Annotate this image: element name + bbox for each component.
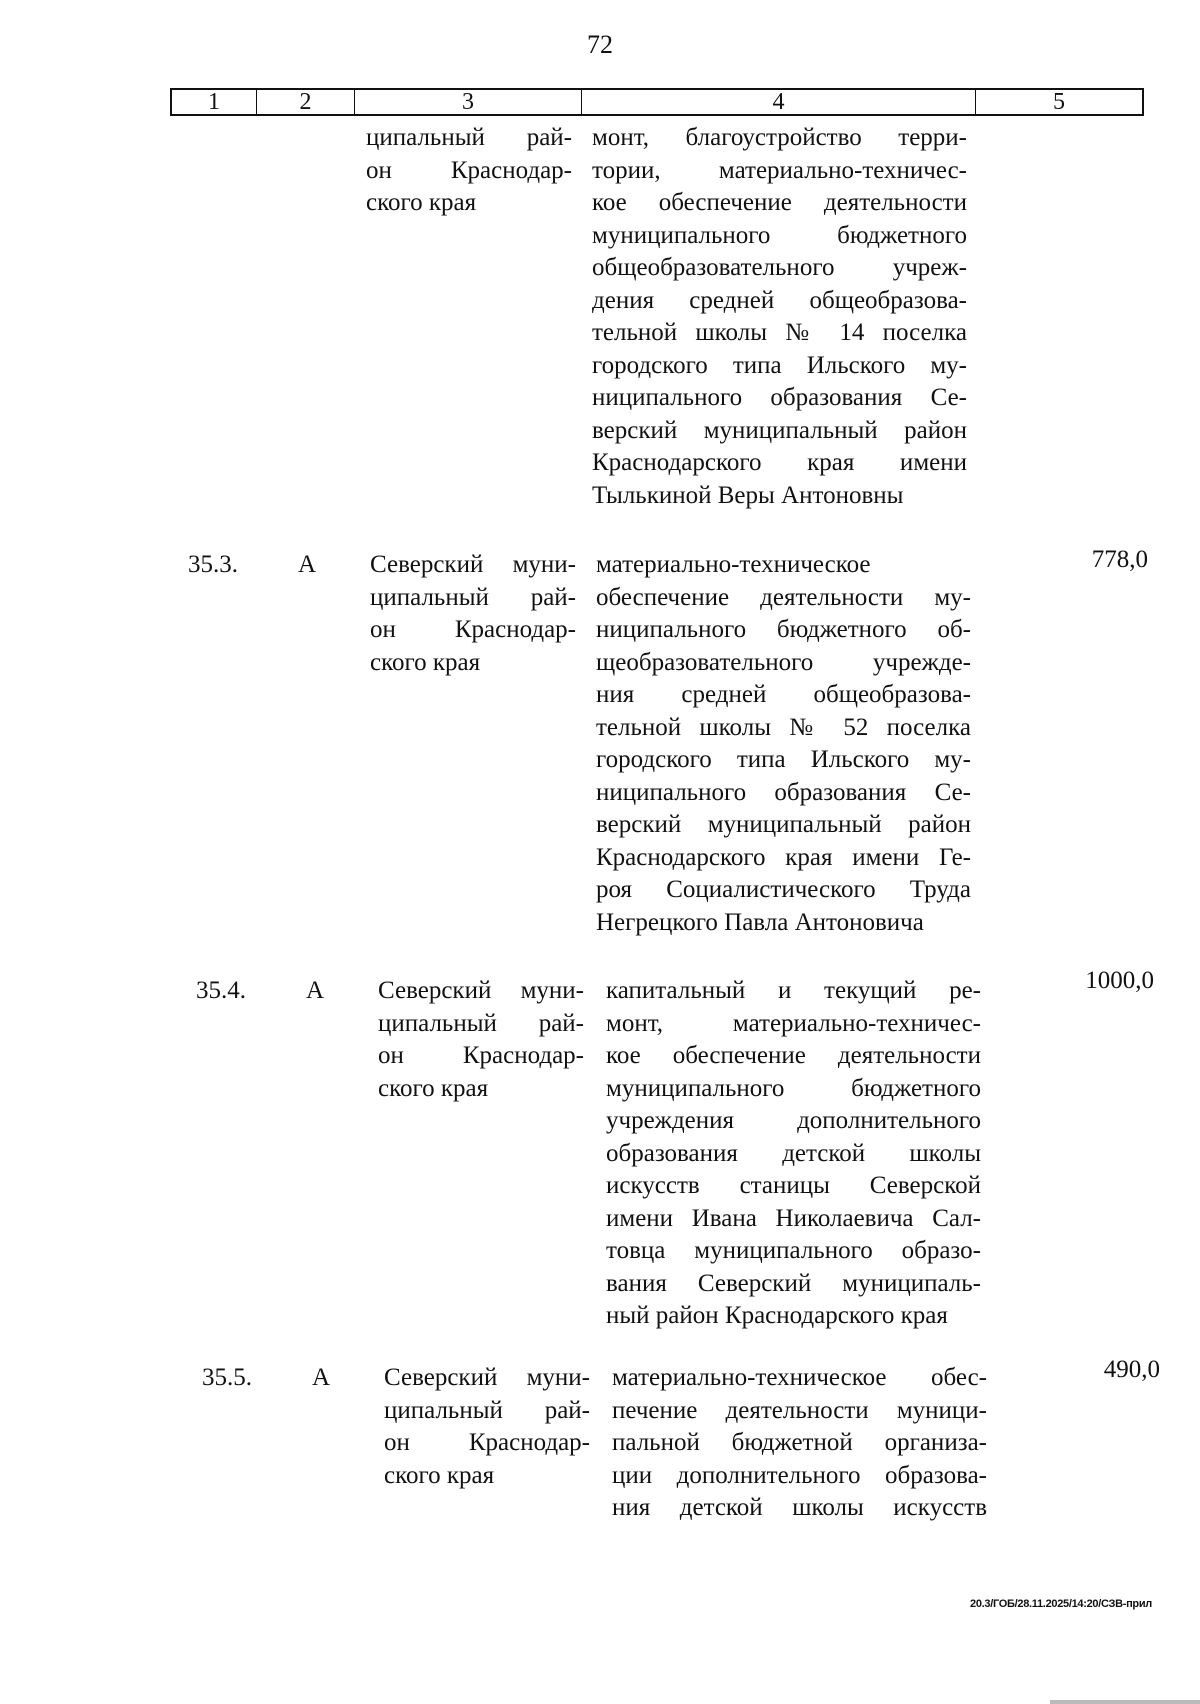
text-line: кое обеспечение деятельности	[606, 1042, 981, 1069]
table-header-col-3: 3	[355, 90, 582, 114]
row-col4	[596, 549, 971, 939]
continuation-col3	[366, 122, 572, 220]
text-line: муниципального бюджетного	[592, 221, 967, 249]
text-line: Тылькиной Веры Антоновны	[592, 481, 904, 509]
text-line: ского края	[378, 1074, 489, 1102]
text-line: ципальный рай-	[384, 1396, 590, 1424]
text-line: Краснодарского края имени Ге-	[596, 843, 971, 871]
row-letter: А	[312, 1364, 331, 1391]
text-line: имени Ивана Николаевича Сал-	[606, 1204, 981, 1232]
text-line: общеобразовательного учреж-	[592, 254, 967, 281]
text-line: ниципального образования Се-	[592, 384, 967, 411]
text-line: он Краснодар-	[366, 156, 572, 184]
text-line: городского типа Ильского му-	[592, 351, 967, 379]
text-line: ниципального бюджетного об-	[596, 616, 971, 643]
row-col3	[378, 975, 584, 1105]
text-line: верский муниципальный район	[592, 416, 967, 444]
table-header-col-5: 5	[1053, 89, 1065, 115]
text-line: кое обеспечение деятельности	[592, 189, 967, 216]
text-line: ципальный рай-	[366, 124, 572, 151]
text-line: образования детской школы	[606, 1139, 981, 1167]
text-line: Северский муни-	[378, 977, 584, 1004]
row-amount: 1000,0	[1085, 967, 1154, 994]
text-line: ципальный рай-	[370, 583, 576, 611]
text-line: ния детской школы искусств	[612, 1494, 987, 1521]
text-line: городского типа Ильского му-	[596, 746, 971, 773]
text-line: капитальный и текущий ре-	[606, 977, 981, 1004]
text-line: ского края	[384, 1461, 495, 1489]
text-line: Краснодарского края имени	[592, 449, 967, 476]
text-line: учреждения дополнительного	[606, 1107, 981, 1134]
text-line: Северский муни-	[384, 1364, 590, 1391]
row-col3	[370, 549, 576, 679]
text-line: Северский муни-	[370, 551, 576, 578]
text-line: ского края	[370, 648, 481, 676]
text-line: роя Социалистического Труда	[596, 876, 971, 903]
text-line: печение деятельности муници-	[612, 1396, 987, 1424]
text-line: ции дополнительного образова-	[612, 1461, 987, 1489]
row-amount: 778,0	[1091, 546, 1148, 573]
page-number: 72	[587, 30, 613, 59]
scan-edge-mark	[1050, 1700, 1200, 1704]
text-line: он Краснодар-	[378, 1042, 584, 1069]
table-header-col-4: 4	[582, 90, 976, 114]
text-line: искусств станицы Северской	[606, 1172, 981, 1199]
row-number: 35.3.	[188, 551, 238, 578]
row-col3	[384, 1362, 590, 1492]
table-header-col-2: 2	[257, 90, 355, 114]
text-line: тории, материально-техничес-	[592, 156, 967, 184]
row-col4	[606, 975, 981, 1333]
text-line: монт, материально-техничес-	[606, 1009, 981, 1037]
text-line: он Краснодар-	[384, 1429, 590, 1456]
row-col4	[612, 1362, 987, 1525]
text-line: тельной школы № 14 поселка	[592, 319, 967, 346]
text-line: верский муниципальный район	[596, 811, 971, 838]
continuation-col4	[592, 122, 967, 512]
row-letter: А	[298, 551, 317, 578]
text-line: ный район Краснодарского края	[606, 1302, 948, 1329]
text-line: материально-техническое	[596, 551, 871, 578]
table-header-row	[170, 88, 1144, 116]
row-number: 35.4.	[196, 977, 246, 1004]
text-line: материально-техническое обес-	[612, 1364, 987, 1391]
document-footer-code: 20.3/ГОБ/28.11.2025/14:20/СЗВ-прил	[970, 1598, 1152, 1610]
text-line: ского края	[366, 189, 477, 216]
table-header-col-1: 1	[172, 90, 257, 114]
text-line: Негрецкого Павла Антоновича	[596, 908, 924, 936]
text-line: вания Северский муниципаль-	[606, 1269, 981, 1297]
row-amount: 490,0	[1103, 1356, 1160, 1383]
text-line: тельной школы № 52 поселка	[596, 713, 971, 741]
text-line: ния средней общеобразова-	[596, 681, 971, 708]
text-line: муниципального бюджетного	[606, 1074, 981, 1102]
text-line: пальной бюджетной организа-	[612, 1429, 987, 1456]
text-line: товца муниципального образо-	[606, 1237, 981, 1264]
text-line: ципальный рай-	[378, 1009, 584, 1037]
text-line: дения средней общеобразова-	[592, 286, 967, 314]
text-line: ниципального образования Се-	[596, 778, 971, 806]
text-line: обеспечение деятельности му-	[596, 583, 971, 611]
row-letter: А	[306, 977, 325, 1004]
text-line: щеобразовательного учрежде-	[596, 648, 971, 676]
text-line: он Краснодар-	[370, 616, 576, 643]
text-line: монт, благоустройство терри-	[592, 124, 967, 151]
row-number: 35.5.	[202, 1364, 252, 1391]
